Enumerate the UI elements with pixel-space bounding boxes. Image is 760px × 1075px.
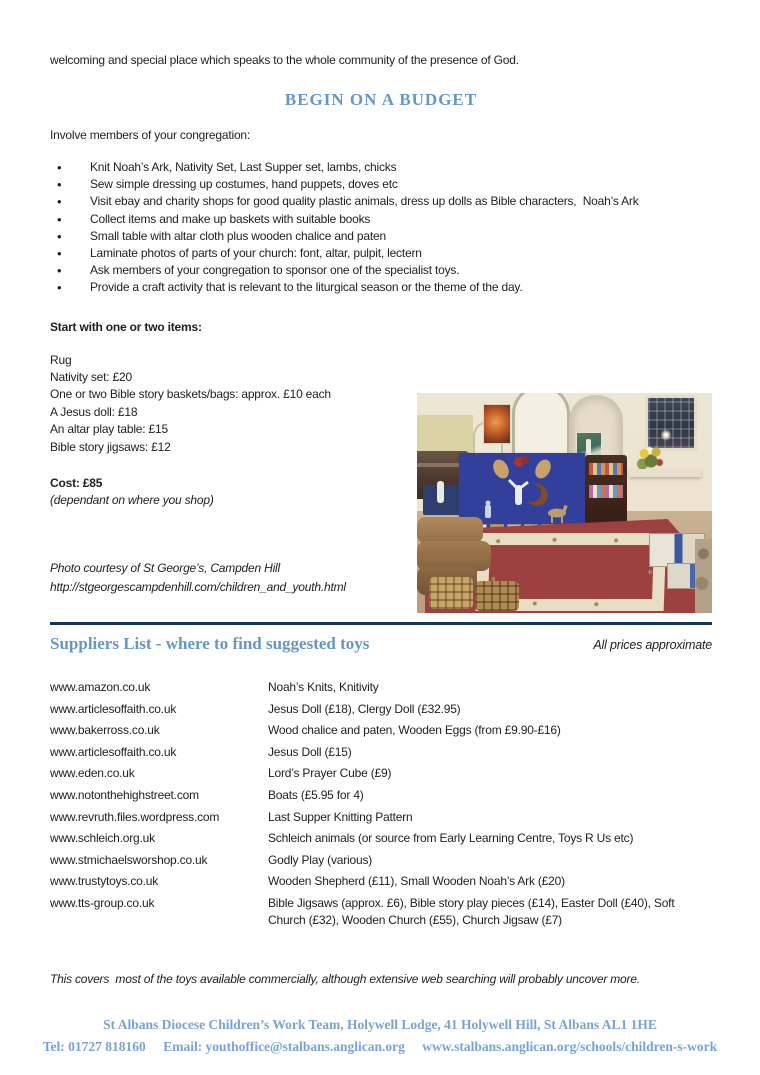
photo-cushion: [417, 517, 483, 543]
supplier-site: www.stmichaelsworshop.co.uk: [50, 852, 208, 867]
bullet-item: • Knit Noah’s Ark, Nativity Set, Last Supper set, lambs, chicks: [50, 159, 712, 176]
intro-line: welcoming and special place which speaks to the whole community of the presence of God.: [50, 53, 519, 67]
supplier-row: [50, 809, 712, 826]
starter-item: Nativity set: £20: [50, 370, 132, 385]
supplier-row: [50, 895, 712, 929]
supplier-site: www.schleich.org.uk: [50, 831, 155, 846]
supplier-row: [50, 787, 712, 804]
bullet-item: • Visit ebay and charity shops for good quality plastic animals, dress up dolls as Bible characters, Noah’s Ark: [50, 193, 712, 210]
supplier-site: www.trustytoys.co.uk: [50, 874, 159, 889]
suppliers-section-title: Suppliers List - where to find suggested toys: [50, 634, 370, 654]
supplier-site: www.articlesoffaith.co.uk: [50, 744, 177, 759]
supplier-site: www.notonthehighstreet.com: [50, 788, 199, 803]
supplier-items: Wooden Shepherd (£11), Small Wooden Noah’s Ark (£20): [268, 874, 565, 889]
closing-note: This covers most of the toys available commercially, although extensive web searching will probably uncover more.: [50, 972, 640, 986]
cost-total: Cost: £85: [50, 476, 103, 491]
supplier-items: Godly Play (various): [268, 852, 373, 867]
starter-item: Bible story jigsaws: £12: [50, 439, 171, 454]
bullet-item: • Sew simple dressing up costumes, hand puppets, doves etc: [50, 176, 712, 193]
congregation-bullet-list: [50, 159, 712, 297]
photo-stone-floor: [695, 539, 712, 613]
supplier-row: [50, 701, 712, 718]
suppliers-header-row: [50, 634, 712, 654]
footer-address-line: St Albans Diocese Children’s Work Team, Holywell Lodge, 41 Holywell Hill, St Albans AL1 1HE: [103, 1017, 657, 1032]
supplier-row: [50, 744, 712, 761]
supplier-site: www.tts-group.co.uk: [50, 896, 155, 910]
photo-window-sill: [629, 469, 701, 477]
footer-telephone: Tel: 01727 818160: [42, 1038, 146, 1054]
supplier-items: Wood chalice and paten, Wooden Eggs (from £9.90-£16): [268, 723, 561, 738]
starter-item: An altar play table: £15: [50, 422, 168, 437]
prices-approximate-note: All prices approximate: [593, 638, 712, 653]
supplier-row: [50, 830, 712, 847]
bullet-item: • Collect items and make up baskets with suitable books: [50, 211, 712, 228]
start-items-heading: Start with one or two items:: [50, 319, 202, 334]
supplier-site: www.revruth.files.wordpress.com: [50, 809, 220, 824]
supplier-items: Jesus Doll (£18), Clergy Doll (£32.95): [268, 701, 461, 716]
photo-pew-rail: [417, 463, 463, 467]
supplier-row: [50, 873, 712, 890]
starter-item: Rug: [50, 352, 72, 367]
bullet-item: • Provide a craft activity that is relevant to the liturgical season or the theme of the day.: [50, 279, 712, 296]
suppliers-table: [50, 679, 712, 929]
starter-item: A Jesus doll: £18: [50, 404, 138, 419]
supplier-row: [50, 765, 712, 782]
footer-website: www.stalbans.anglican.org/schools/children-s-work: [422, 1038, 718, 1054]
photo-books-row: [589, 463, 623, 475]
photo-painting: [484, 405, 510, 443]
photo-candle-glow: [661, 429, 671, 441]
church-playspace-photo: [417, 393, 712, 613]
supplier-items: Schleich animals (or source from Early Learning Centre, Toys R Us etc): [268, 831, 634, 846]
supplier-row: [50, 852, 712, 869]
cost-note: (dependant on where you shop): [50, 493, 214, 508]
supplier-items: Lord’s Prayer Cube (£9): [268, 766, 392, 781]
photo-altar-statue: [437, 481, 444, 503]
supplier-items: Last Supper Knitting Pattern: [268, 809, 413, 824]
supplier-site: www.bakerross.co.uk: [50, 723, 160, 738]
supplier-items: Noah’s Knits, Knitivity: [268, 680, 379, 695]
supplier-site: www.articlesoffaith.co.uk: [50, 701, 177, 716]
photo-plaid-cushion: [475, 581, 519, 611]
supplier-site: www.amazon.co.uk: [50, 680, 151, 695]
supplier-site: www.eden.co.uk: [50, 766, 135, 781]
bullet-item: • Laminate photos of parts of your church: font, altar, pulpit, lectern: [50, 245, 712, 262]
photo-books-row: [589, 485, 623, 498]
photo-credit-url: http://stgeorgescampdenhill.com/children_and_youth.html: [50, 580, 346, 595]
involve-line: Involve members of your congregation:: [50, 128, 251, 142]
footer-contact-line: [0, 1036, 760, 1058]
section-divider-rule: [50, 622, 712, 625]
supplier-items: Bible Jigsaws (approx. £6), Bible story play pieces (£14), Easter Doll (£40), Soft Church (£32), Wooden Church (£55), Church Jigsaw (£7): [268, 896, 675, 927]
footer-email: Email: youthoffice@stalbans.anglican.org: [163, 1038, 405, 1054]
bullet-item: • Small table with altar cloth plus wooden chalice and paten: [50, 228, 712, 245]
supplier-row: [50, 722, 712, 739]
starter-item: One or two Bible story baskets/bags: approx. £10 each: [50, 387, 331, 402]
supplier-row: [50, 679, 712, 696]
page-footer: [0, 1014, 760, 1057]
page-title: BEGIN ON A BUDGET: [284, 90, 478, 109]
photo-credit-text: Photo courtesy of St George’s, Campden Hill: [50, 561, 280, 576]
supplier-items: Jesus Doll (£15): [268, 744, 352, 759]
supplier-items: Boats (£5.95 for 4): [268, 788, 364, 803]
photo-plaid-cushion: [429, 577, 473, 609]
bullet-item: • Ask members of your congregation to sponsor one of the specialist toys.: [50, 262, 712, 279]
